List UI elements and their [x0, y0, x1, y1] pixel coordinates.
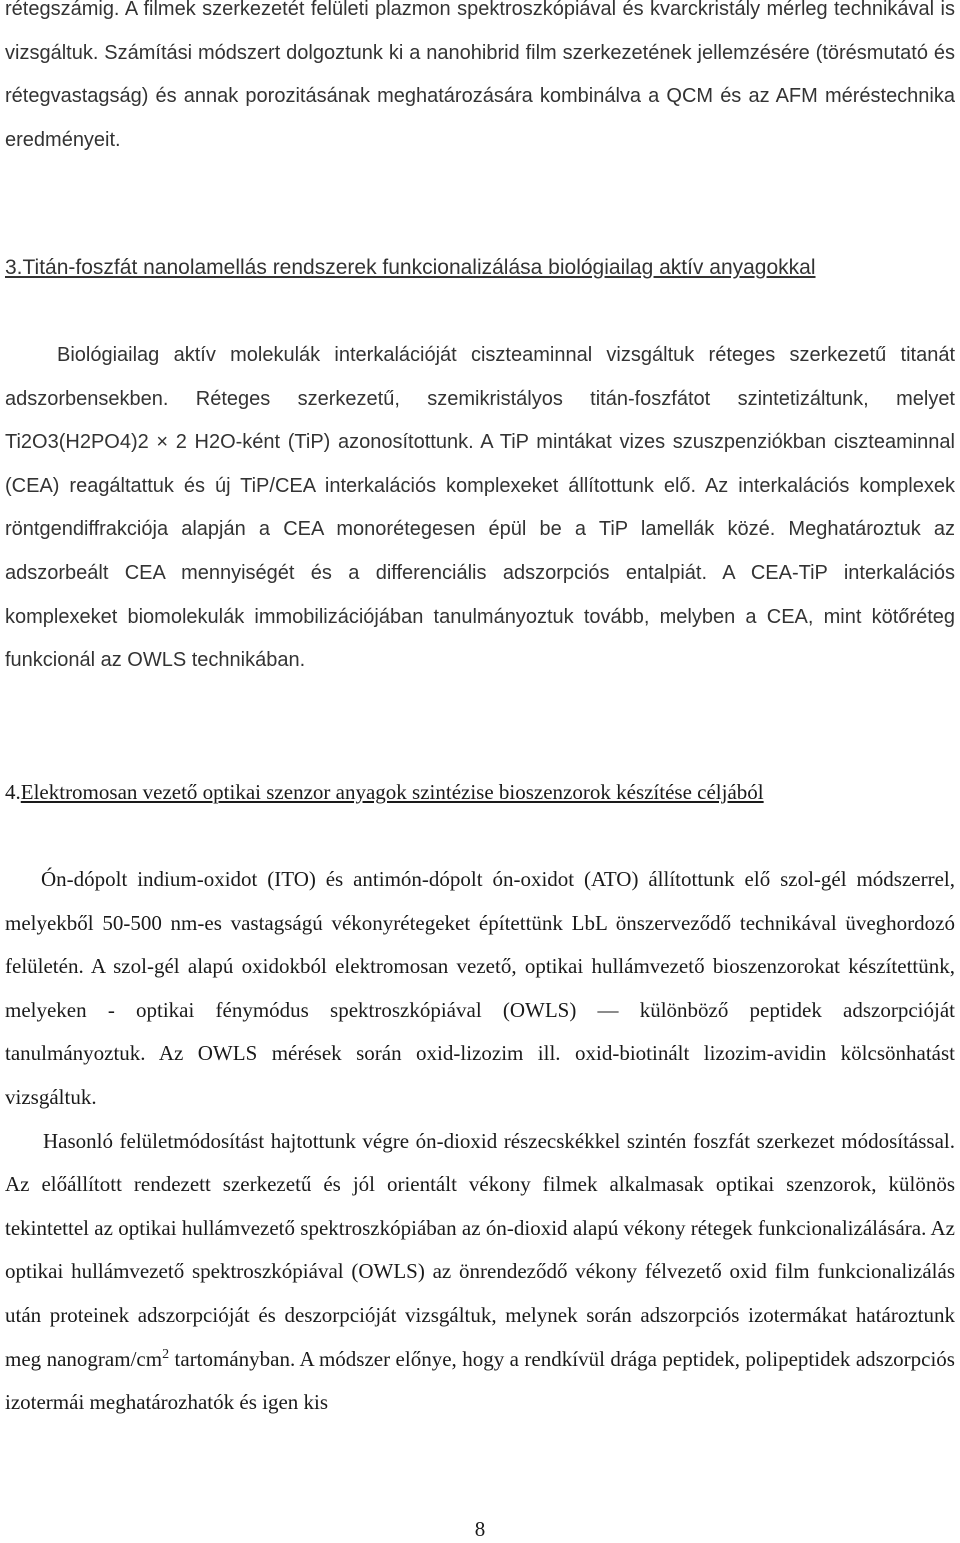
intro-paragraph: rétegszámig. A filmek szerkezetét felületi plazmon spektroszkópiával és kvarckristály mérleg technikával is vizsgáltuk. Számítási módszert dolgoztunk ki a nanohibrid film szerkezetének jellemzésére (törésmutató és rétegvastagság) és annak porozitásának meghatározására kombinálva a QCM és az AFM méréstechnika eredményeit.	[5, 0, 955, 151]
section-3-paragraph-text: Biológiailag aktív molekulák interkalációját ciszteaminnal vizsgáltuk réteges szerkezetű titanát adszorbensekben. Réteges szerkezetű, szemikristályos titán-foszfátot szintetizáltunk, melyet Ti2O3(H2PO4)2 × 2 H2O-ként (TiP) azonosítottunk. A TiP mintákat vizes szuszpenziókban ciszteaminnal (CEA) reagáltattuk és új TiP/CEA interkalációs komplexeket állítottunk elő. Az interkalációs komplexek röntgendiffrakciója alapján a CEA monorétegesen épül be a TiP lamellák közé. Meghatároztuk az adszorbeált CEA mennyiségét és a differenciális adszorpciós entalpiát. A CEA-TiP interkalációs komplexeket biomolekulák immobilizációjában tanulmányoztuk tovább, melyben a CEA, mint kötőréteg funkcionál az OWLS technikában.	[5, 344, 955, 672]
section-4-number: 4.	[5, 780, 21, 804]
section-3-paragraph	[5, 334, 955, 683]
section-4-heading	[5, 780, 764, 805]
section-4-paragraph-2	[5, 1120, 955, 1425]
section-4-title: Elektromosan vezető optikai szenzor anyagok szintézise bioszenzorok készítése céljából	[20, 780, 764, 804]
section-4-paragraph-1-text: Ón-dópolt indium-oxidot (ITO) és antimón-dópolt ón-oxidot (ATO) állítottunk elő szol-gél módszerrel, melyekből 50-500 nm-es vastagságú vékonyrétegeket építettünk LbL önszerveződő technikával üveghordozó felületén. A szol-gél alapú oxidokból elektromosan vezető, optikai hullámvezető bioszenzorokat készítettünk, melyeken - optikai fénymódus spektroszkópiával (OWLS) — különböző peptidek adszorpcióját tanulmányoztuk. Az OWLS mérések során oxid-lizozim ill. oxid-biotinált lizozim-avidin kölcsönhatást vizsgáltuk.	[5, 867, 955, 1109]
section-4-paragraph-1	[5, 858, 955, 1120]
section-4-paragraph-2-text: Hasonló felületmódosítást hajtottunk végre ón-dioxid részecskékkel szintén foszfát szerkezet módosítással. Az előállított rendezett szerkezetű és jól orientált vékony filmek alkalmasak optikai szenzorok, különös tekintettel az optikai hullámvezető spektroszkópiában az ón-dioxid alapú vékony rétegek funkcionalizálására. Az optikai hullámvezető spektroszkópiával (OWLS) az önrendeződő vékony félvezető oxid film funkcionalizálás után proteinek adszorpcióját és deszorpcióját vizsgáltuk, melynek során adszorpciós izotermákat határoztunk meg nanogram/cm	[5, 1128, 955, 1371]
section-4-body	[5, 858, 955, 1425]
page-number: 8	[474, 1517, 486, 1541]
section-3-heading: 3.Titán-foszfát nanolamellás rendszerek funkcionalizálása biológiailag aktív anyagokkal	[5, 256, 816, 279]
section-4-paragraph-2-text-cont: tartományban. A módszer előnye, hogy a rendkívül drága peptidek, polipeptidek adszorpciós izotermái meghatározhatók és igen kis	[5, 1346, 955, 1415]
superscript-2: 2	[162, 1346, 170, 1362]
